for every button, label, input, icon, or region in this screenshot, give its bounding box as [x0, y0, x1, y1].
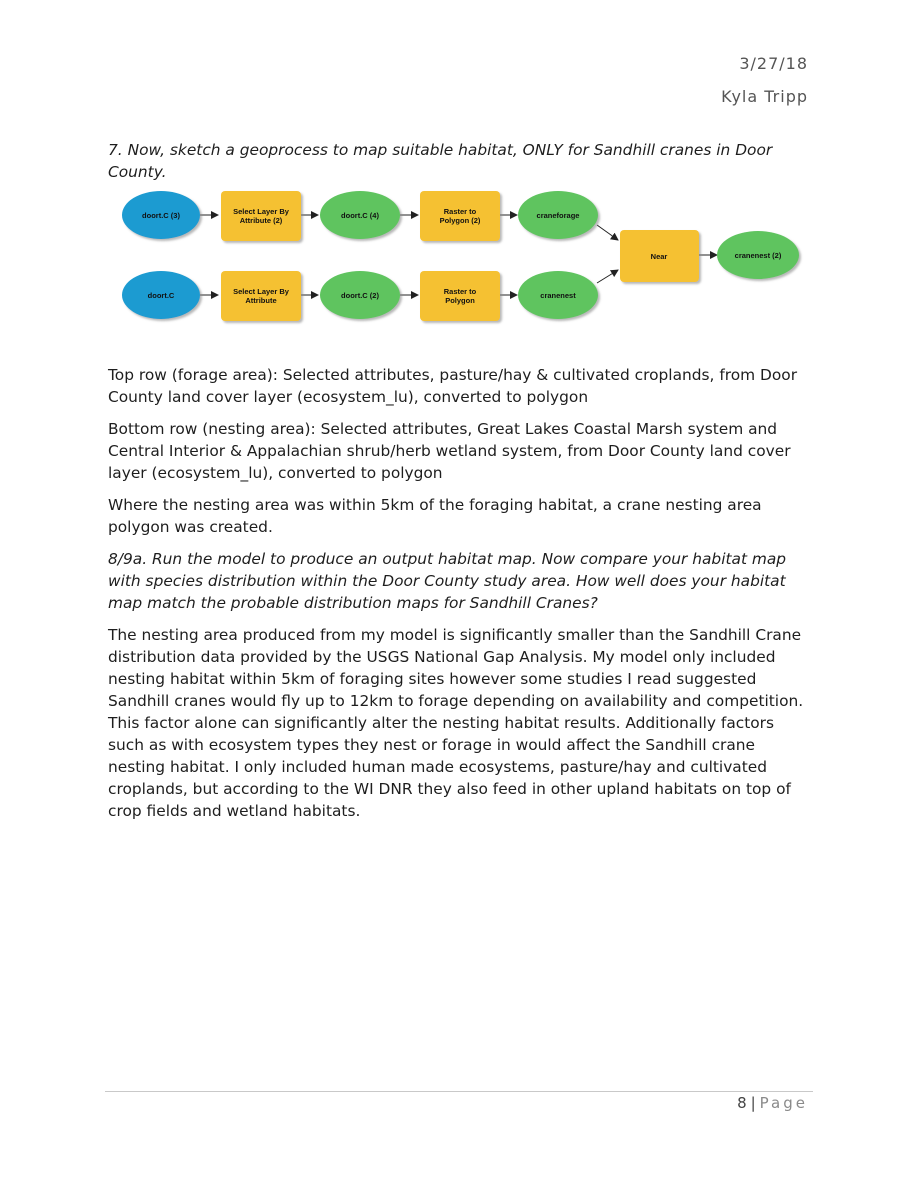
- svg-text:doort.C (2): doort.C (2): [341, 291, 379, 300]
- svg-text:Raster to: Raster to: [443, 287, 477, 296]
- svg-text:Select Layer By: Select Layer By: [233, 207, 289, 216]
- model-diagram: [108, 180, 808, 330]
- bottom-row-description: Bottom row (nesting area): Selected attributes, Great Lakes Coastal Marsh system and Central Interior & Appalachian shrub/herb wetland system, from Door County land cover layer (ecosystem_lu), converted to polygon: [108, 420, 791, 482]
- svg-text:doort.C (3): doort.C (3): [142, 211, 180, 220]
- node-select-layer-bottom: [221, 271, 301, 321]
- page-label: Page: [759, 1094, 808, 1112]
- question-7: 7. Now, sketch a geoprocess to map suitable habitat, ONLY for Sandhill cranes in Door County.: [108, 141, 773, 181]
- svg-text:Near: Near: [650, 252, 668, 261]
- answer-paragraph: The nesting area produced from my model is significantly smaller than the Sandhill Crane distribution data provided by the USGS National Gap Analysis. My model only included nesting habitat within 5km of foraging sites however some studies I read suggested Sandhill cranes would fly up to 12km to forage depending on availability and competition. This factor alone can significantly alter the nesting habitat results. Additionally factors such as with ecosystem types they nest or forage in would affect the Sandhill crane nesting habitat. I only included human made ecosystems, pasture/hay and cultivated croplands, but according to the WI DNR they also feed in other upland habitats on top of crop fields and wetland habitats.: [108, 626, 804, 820]
- node-select-layer-top: [221, 191, 301, 241]
- svg-text:craneforage: craneforage: [536, 211, 580, 220]
- node-raster-top: [420, 191, 500, 241]
- node-output-bottom: [518, 271, 598, 319]
- svg-text:Polygon: Polygon: [445, 296, 475, 305]
- node-final-output: [717, 231, 799, 279]
- node-input-top: [122, 191, 200, 239]
- svg-text:Select Layer By: Select Layer By: [233, 287, 289, 296]
- node-near-tool: [620, 230, 699, 282]
- footer-divider: [105, 1091, 813, 1092]
- svg-text:doort.C (4): doort.C (4): [341, 211, 379, 220]
- page-number: 8: [737, 1094, 747, 1112]
- question-89: 8/9a. Run the model to produce an output habitat map. Now compare your habitat map with species distribution within the Door County study area. How well does your habitat map match the probable distribution maps for Sandhill Cranes?: [108, 550, 787, 612]
- svg-text:doort.C: doort.C: [147, 291, 175, 300]
- page-footer: [737, 1094, 808, 1112]
- header-date: 3/27/18: [739, 54, 808, 73]
- node-input-bottom: [122, 271, 200, 319]
- arrow: [597, 270, 618, 283]
- footer-separator: |: [750, 1094, 756, 1112]
- node-data-top: [320, 191, 400, 239]
- node-output-top: [518, 191, 598, 239]
- nesting-description: Where the nesting area was within 5km of the foraging habitat, a crane nesting area polygon was created.: [108, 496, 762, 536]
- node-raster-bottom: [420, 271, 500, 321]
- svg-text:Attribute: Attribute: [245, 296, 277, 305]
- svg-text:Attribute (2): Attribute (2): [239, 216, 283, 225]
- arrow: [597, 225, 618, 240]
- svg-text:cranenest: cranenest: [540, 291, 576, 300]
- svg-text:Raster to: Raster to: [443, 207, 477, 216]
- header-author: Kyla Tripp: [721, 87, 808, 106]
- svg-text:cranenest (2): cranenest (2): [734, 251, 782, 260]
- node-data-bottom: [320, 271, 400, 319]
- svg-text:Polygon (2): Polygon (2): [439, 216, 481, 225]
- top-row-description: Top row (forage area): Selected attributes, pasture/hay & cultivated croplands, from Door County land cover layer (ecosystem_lu), converted to polygon: [108, 366, 798, 406]
